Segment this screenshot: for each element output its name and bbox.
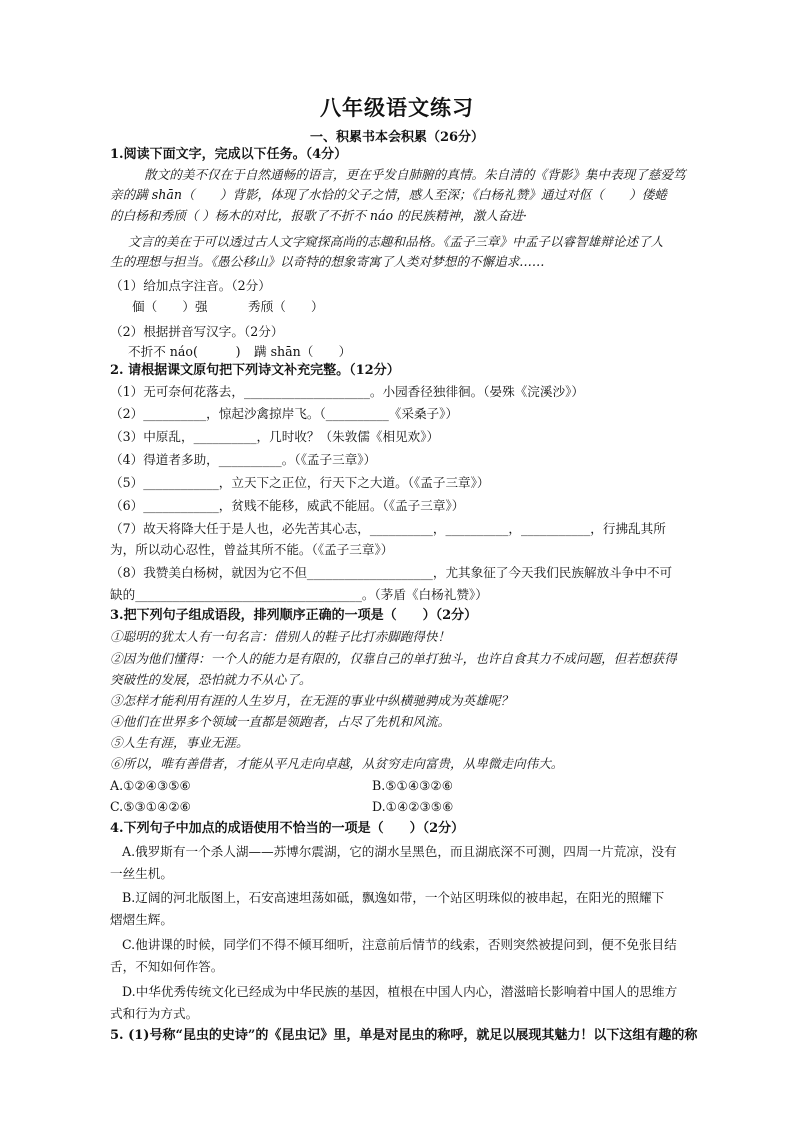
question-1-sub-1-blank-a[interactable]: 偭（ ）强 (132, 299, 208, 314)
question-1-text-line: 文言的美在于可以透过古人文字窥探高尚的志趣和品格。《孟子三章》中孟子以睿智雄辩论述了人 (128, 234, 664, 249)
question-2-line[interactable]: （5）____________，立天下之正位，行天下之大道。（《孟子三章》） (110, 475, 490, 490)
question-2-line[interactable]: （8）我赞美白杨树，就因为它不但____________________，尤其象征了今天我们民族解放斗争中不可 (110, 565, 673, 580)
question-5-stem: 5. (1)号称“昆虫的史诗”的《昆虫记》里，单是对昆虫的称呼，就足以展现其魅力！以下这组有趣的称 (110, 1028, 698, 1043)
question-1-text-line: 的白杨和秀颀（ ）杨木的对比，报歌了不折不 náo 的民族精神，激人奋进· (110, 208, 528, 223)
question-1-sub-2-blank-a[interactable]: 不折不 náo( ) (128, 344, 241, 359)
question-3-stem: 3.把下列句子组成语段，排列顺序正确的一项是（ ）（2分） (110, 608, 478, 623)
question-3-option-b[interactable]: B.⑤①④③②⑥ (372, 778, 453, 793)
question-3-sentence: ①聪明的犹太人有一句名言：借别人的鞋子比打赤脚跑得快！ (110, 629, 451, 644)
question-4-option-a-cont: 一丝生机。 (110, 866, 173, 881)
question-1-text-line: 亲的蹒 shān（ ）背影，体现了水恰的父子之情，感人至深；《白杨礼赞》通过对伛（ ）偻蜷 (110, 187, 667, 202)
question-3-option-a[interactable]: A.①②④③⑤⑥ (110, 778, 191, 793)
question-3-sentence: 突破性的发展，恐怕就力不从心了。 (110, 672, 312, 687)
question-2-line[interactable]: （1）无可奈何花落去，____________________。小园香径独徘徊。（晏殊《浣溪沙》） (110, 384, 584, 399)
question-2-line: 为，所以动心忍性，曾益其所不能。（《孟子三章》） (110, 542, 394, 557)
question-2-line[interactable]: （2）__________，惊起沙禽掠岸飞。（__________《采桑子》） (110, 406, 459, 421)
question-3-sentence: ⑤人生有涯，事业无涯。 (110, 735, 249, 750)
question-2-line[interactable]: （7）故天将降大任于是人也，必先苦其心志，__________，__________，___________，行拂乱其所 (110, 521, 666, 536)
question-2-line[interactable]: 缺的____________________________________。（茅盾《白杨礼赞》） (110, 587, 488, 602)
question-4-option-c-cont: 舌，不知如何作答。 (110, 959, 224, 974)
question-3-sentence: ⑥所以，唯有善借者，才能从平凡走向卓越，从贫穷走向富贵，从卑微走向伟大。 (110, 756, 564, 771)
question-4-option-a[interactable]: A.俄罗斯有一个杀人湖——苏博尔震湖，它的湖水呈黑色，而且湖底深不可测，四周一片荒凉，没有 (122, 844, 677, 859)
question-4-option-c[interactable]: C.他讲课的时候，同学们不得不倾耳细听，注意前后情节的线索，否则突然被提问到，便不免张目结 (122, 937, 677, 952)
question-1-text-line: 生的理想与担当。《愚公移山》以奇特的想象寄寓了人类对梦想的不懈追求…… (110, 254, 545, 269)
page-title: 八年级语文练习 (320, 96, 474, 120)
question-2-line[interactable]: （4）得道者多助，__________。（《孟子三章》） (110, 452, 377, 467)
question-1-sub-1-blank-b[interactable]: 秀颀（ ） (248, 299, 324, 314)
question-3-option-c[interactable]: C.⑤③①④②⑥ (110, 799, 191, 814)
question-1-text-line: 散文的美不仅在于自然通畅的语言，更在乎发自肺腑的真情。朱自清的《背影》集中表现了慈爱笃 (144, 167, 686, 182)
question-3-option-d[interactable]: D.①④②③⑤⑥ (372, 799, 454, 814)
question-1-sub-1: （1）给加点字注音。（2分） (110, 278, 271, 293)
question-4-option-d-cont: 式和行为方式。 (110, 1006, 199, 1021)
question-4-option-d[interactable]: D.中华优秀传统文化已经成为中华民族的基因，植根在中国人内心，潜滋暗长影响着中国人的思维方 (122, 984, 678, 999)
question-4-option-b[interactable]: B.辽阔的河北版图上，石安高速坦荡如砥，飘逸如带，一个站区明珠似的被串起，在阳光的照耀下 (122, 890, 665, 905)
question-3-sentence: ④他们在世界多个领域一直都是领跑者，占尽了先机和风流。 (110, 714, 451, 729)
question-2-line[interactable]: （6）____________，贫贱不能移，威武不能屈。（《孟子三章》） (110, 498, 465, 513)
question-3-sentence: ②因为他们懂得：一个人的能力是有限的，仅靠自己的单打独斗，也许自食其力不成问题，但若想获得 (110, 651, 677, 666)
question-1-stem: 1.阅读下面文字，完成以下任务。（4分） (110, 147, 348, 162)
question-1-sub-2-blank-b[interactable]: 蹒 shān（ ） (254, 344, 352, 359)
question-4-option-b-cont: 熠熠生辉。 (110, 912, 173, 927)
question-4-stem: 4.下列句子中加点的成语使用不恰当的一项是（ ）（2分） (110, 821, 465, 836)
section-heading: 一、积累书本会积累（26分） (309, 130, 485, 145)
question-2-line[interactable]: （3）中原乱，__________，几时收？（朱敦儒《相见欢》） (110, 429, 440, 444)
question-3-sentence: ③怎样才能利用有涯的人生岁月，在无涯的事业中纵横驰骋成为英雄呢？ (110, 693, 513, 708)
question-1-sub-2: （2）根据拼音写汉字。（2分） (110, 324, 284, 339)
question-2-stem: 2. 请根据课文原句把下列诗文补充完整。（12分） (110, 363, 400, 378)
